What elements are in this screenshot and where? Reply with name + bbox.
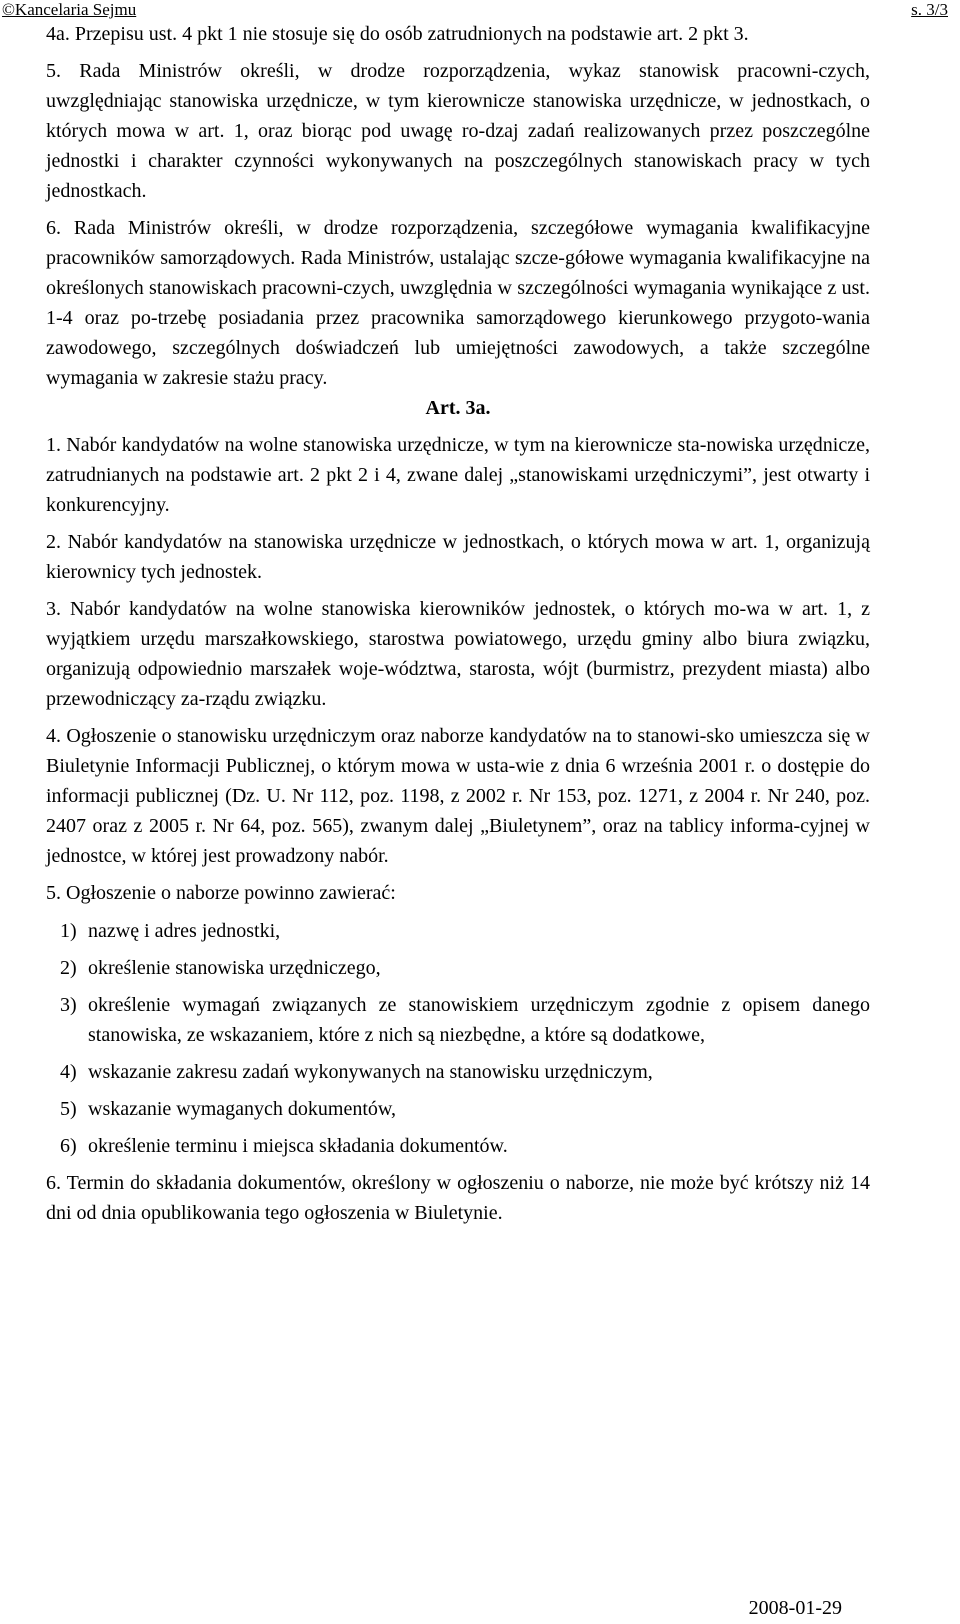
article-point-6: 6. Termin do składania dokumentów, określony w ogłoszeniu o naborze, nie może być krótszy niż 14 dni od dnia opublikowania tego ogłoszenia w Biuletynie. <box>46 1172 870 1224</box>
article-point-2: 2. Nabór kandydatów na stanowiska urzędnicze w jednostkach, o których mowa w art. 1, organizują kierownicy tych jednostek. <box>46 531 870 583</box>
article-title: Art. 3a. <box>425 397 491 419</box>
announcement-requirements-list <box>46 916 870 1161</box>
article-point-4: 4. Ogłoszenie o stanowisku urzędniczym oraz naborze kandydatów na to stanowi-sko umieszcza się w Biuletynie Informacji Publicznej, o którym mowa w usta-wie z dnia 6 września 2001 r. o dostępie do informacji publicznej (Dz. U. Nr 112, poz. 1198, z 2002 r. Nr 153, poz. 1271, z 2004 r. Nr 240, poz. 2407 oraz z 2005 r. Nr 64, poz. 565), zwanym dalej „Biuletynem”, oraz na tablicy informa-cyjnej w jednostce, w której jest prowadzony nabór. <box>46 725 870 867</box>
list-item-number: 6) <box>60 1135 77 1157</box>
list-item-number: 4) <box>60 1061 77 1083</box>
paragraph-5: 5. Rada Ministrów określi, w drodze rozporządzenia, wykaz stanowisk pracowni-czych, uwzględniając stanowiska urzędnicze, w tym kierownicze stanowiska urzędnicze, w jednostkach, o których mowa w art. 1, oraz biorąc pod uwagę ro-dzaj zadań realizowanych przez poszczególne jednostki i charakter czynności wykonywanych na poszczególnych stanowiskach pracy w tych jednostkach. <box>46 60 870 202</box>
list-item-number: 1) <box>60 920 77 942</box>
page-header <box>2 0 948 20</box>
article-point-3: 3. Nabór kandydatów na wolne stanowiska kierowników jednostek, o których mo-wa w art. 1, z wyjątkiem urzędu marszałkowskiego, starostwa powiatowego, urzędu gminy albo biura związku, organizują odpowiednio marszałek woje-wództwa, starosta, wójt (burmistrz, prezydent miasta) albo przewodniczący za-rządu związku. <box>46 598 870 710</box>
page-number: s. 3/3 <box>911 0 948 19</box>
list-item-number: 3) <box>60 994 77 1016</box>
list-item <box>46 953 870 983</box>
article-point-5: 5. Ogłoszenie o naborze powinno zawierać: <box>46 882 396 904</box>
list-item-text: określenie wymagań związanych ze stanowiskiem urzędniczym zgodnie z opisem danego stanowiska, ze wskazaniem, które z nich są niezbędne, a które są dodatkowe, <box>88 994 870 1046</box>
document-date: 2008-01-29 <box>748 1597 842 1619</box>
publisher-label: ©Kancelaria Sejmu <box>2 0 137 19</box>
list-item <box>46 1131 870 1161</box>
list-item-text: wskazanie zakresu zadań wykonywanych na stanowisku urzędniczym, <box>88 1061 653 1083</box>
list-item-text: wskazanie wymaganych dokumentów, <box>88 1098 397 1120</box>
list-item-number: 2) <box>60 957 77 979</box>
paragraph-4a: 4a. Przepisu ust. 4 pkt 1 nie stosuje się do osób zatrudnionych na podstawie art. 2 pkt 3. <box>46 23 749 45</box>
list-item-number: 5) <box>60 1098 77 1120</box>
paragraph-6: 6. Rada Ministrów określi, w drodze rozporządzenia, szczegółowe wymagania kwalifikacyjne pracowników samorządowych. Rada Ministrów, ustalając szcze-gółowe wymagania kwalifikacyjne na określonych stanowiskach pracowni-czych, uwzględnia w szczególności wymagania wynikające z ust. 1-4 oraz po-trzebę posiadania przez pracownika samorządowego kierunkowego przygoto-wania zawodowego, szczególnych doświadczeń lub umiejętności zawodowych, a także szczególne wymagania w zakresie stażu pracy. <box>46 217 870 389</box>
list-item-text: określenie stanowiska urzędniczego, <box>88 957 381 979</box>
list-item-text: nazwę i adres jednostki, <box>88 920 281 942</box>
list-item-text: określenie terminu i miejsca składania dokumentów. <box>88 1135 508 1157</box>
list-item <box>46 1094 870 1124</box>
document-body <box>46 19 870 1228</box>
list-item <box>46 916 870 946</box>
article-point-1: 1. Nabór kandydatów na wolne stanowiska urzędnicze, w tym na kierownicze sta-nowiska urzędnicze, zatrudnianych na podstawie art. 2 pkt 2 i 4, zwane dalej „stanowiskami urzędniczymi”, jest otwarty i konkurencyjny. <box>46 434 870 516</box>
list-item <box>46 1057 870 1087</box>
list-item <box>46 990 870 1050</box>
